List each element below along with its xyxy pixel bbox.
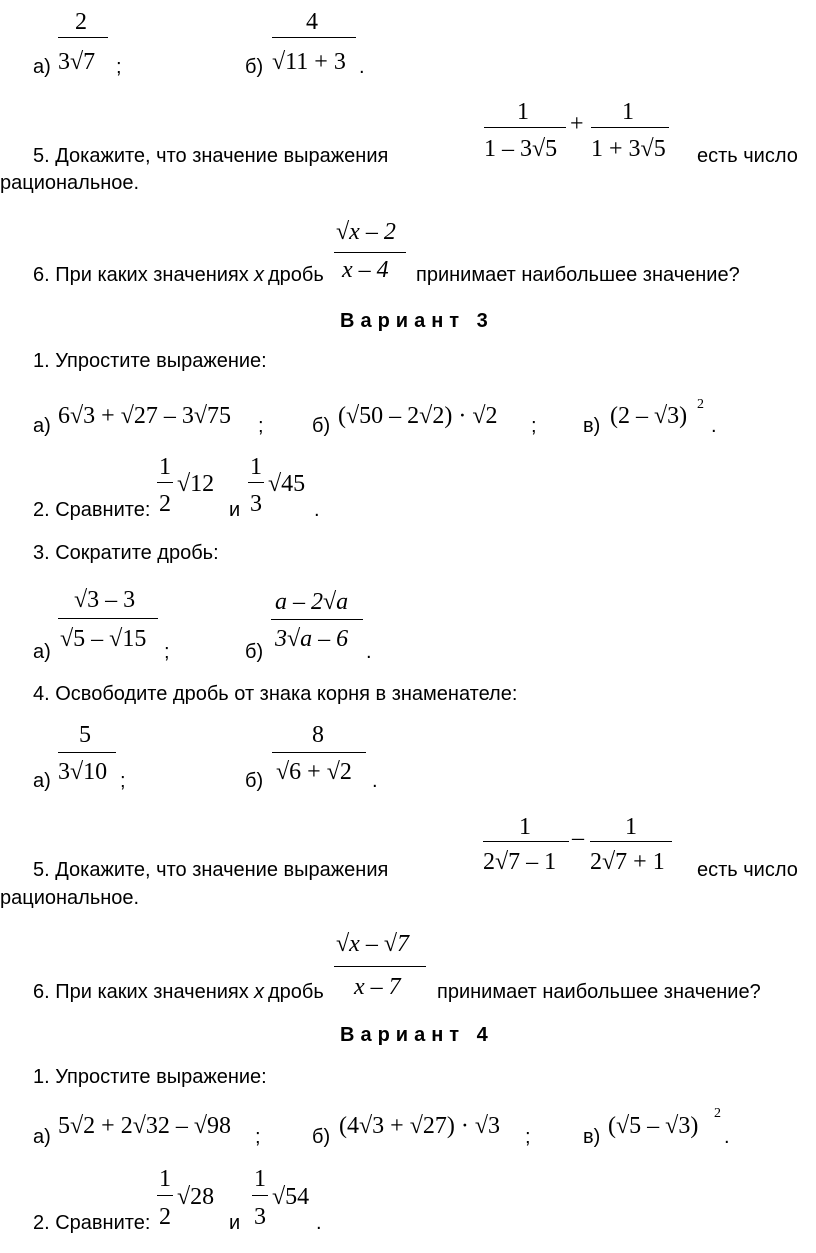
denominator: √5 – √15 bbox=[60, 626, 147, 652]
item-label: б) bbox=[312, 1126, 331, 1148]
question-text: есть число bbox=[697, 145, 798, 167]
fraction-bar bbox=[591, 127, 669, 128]
expression: (2 – √3) bbox=[610, 403, 688, 429]
denominator: 3√7 bbox=[58, 49, 96, 75]
question-text: дробь bbox=[268, 264, 324, 286]
numerator: 1 bbox=[254, 1166, 266, 1192]
expression: (√50 – 2√2) · √2 bbox=[338, 403, 498, 429]
variable-x: x bbox=[254, 981, 264, 1003]
punctuation: ; bbox=[164, 641, 170, 663]
item-label: а) bbox=[33, 770, 51, 792]
question-text: принимает наибольшее значение? bbox=[416, 264, 740, 286]
punctuation: . bbox=[724, 1126, 730, 1148]
expression: (4√3 + √27) · √3 bbox=[339, 1113, 501, 1139]
question-text: 5. Докажите, что значение выражения bbox=[33, 859, 389, 881]
numerator: 2 bbox=[75, 9, 87, 35]
denominator: √6 + √2 bbox=[276, 759, 352, 785]
fraction-bar bbox=[157, 482, 173, 483]
fraction-bar bbox=[58, 618, 158, 619]
variant-heading: Вариант 4 bbox=[340, 1024, 494, 1046]
fraction-bar bbox=[248, 482, 264, 483]
denominator: 2 bbox=[159, 491, 171, 517]
question-text: 4. Освободите дробь от знака корня в знаменателе: bbox=[33, 683, 518, 705]
denominator: 2 bbox=[159, 1204, 171, 1230]
numerator: 1 bbox=[517, 99, 529, 125]
fraction-bar bbox=[271, 619, 363, 620]
radical: √12 bbox=[177, 471, 215, 497]
expression: (√5 – √3) bbox=[608, 1113, 699, 1139]
denominator: √11 + 3 bbox=[272, 49, 346, 75]
question-text: 1. Упростите выражение: bbox=[33, 1066, 267, 1088]
punctuation: ; bbox=[255, 1126, 261, 1148]
conjunction: и bbox=[229, 499, 241, 521]
question-text: дробь bbox=[268, 981, 324, 1003]
question-text: рациональное. bbox=[0, 887, 140, 909]
punctuation: ; bbox=[116, 56, 122, 78]
radical: √54 bbox=[272, 1184, 310, 1210]
fraction-bar bbox=[252, 1195, 268, 1196]
denominator: 2√7 – 1 bbox=[483, 849, 557, 875]
item-label: а) bbox=[33, 1126, 51, 1148]
denominator: 1 – 3√5 bbox=[484, 136, 558, 162]
fraction-bar bbox=[334, 966, 426, 967]
punctuation: ; bbox=[525, 1126, 531, 1148]
numerator: 1 bbox=[622, 99, 634, 125]
item-label: а) bbox=[33, 641, 51, 663]
denominator: 1 + 3√5 bbox=[591, 136, 666, 162]
question-text: 5. Докажите, что значение выражения bbox=[33, 145, 389, 167]
fraction-bar bbox=[58, 752, 116, 753]
expression: 5√2 + 2√32 – √98 bbox=[58, 1113, 232, 1139]
numerator: 1 bbox=[250, 454, 262, 480]
question-text: принимает наибольшее значение? bbox=[437, 981, 761, 1003]
item-label: б) bbox=[312, 415, 331, 437]
punctuation: . bbox=[366, 641, 372, 663]
item-label: а) bbox=[33, 56, 51, 78]
denominator: 3 bbox=[254, 1204, 266, 1230]
expression: 6√3 + √27 – 3√75 bbox=[58, 403, 232, 429]
punctuation: . bbox=[314, 499, 320, 521]
item-label: в) bbox=[583, 1126, 601, 1148]
numerator: a – 2√a bbox=[275, 589, 349, 615]
numerator: 1 bbox=[625, 814, 637, 840]
punctuation: ; bbox=[258, 415, 264, 437]
question-text: есть число bbox=[697, 859, 798, 881]
denominator: 3√10 bbox=[58, 759, 108, 785]
operator: + bbox=[570, 111, 584, 137]
radical: √45 bbox=[268, 471, 306, 497]
question-text: 6. При каких значениях bbox=[33, 264, 249, 286]
numerator: √3 – 3 bbox=[74, 587, 136, 613]
question-text: 6. При каких значениях bbox=[33, 981, 249, 1003]
item-label: б) bbox=[245, 641, 264, 663]
numerator: 4 bbox=[306, 9, 318, 35]
question-text: рациональное. bbox=[0, 172, 140, 194]
numerator: 8 bbox=[312, 722, 324, 748]
fraction-bar bbox=[272, 752, 366, 753]
denominator: 3√a – 6 bbox=[275, 626, 349, 652]
fraction-bar bbox=[590, 841, 672, 842]
punctuation: . bbox=[711, 415, 717, 437]
fraction-bar bbox=[334, 252, 406, 253]
punctuation: . bbox=[359, 56, 365, 78]
exponent: 2 bbox=[697, 397, 704, 412]
fraction-bar bbox=[484, 127, 566, 128]
numerator: 5 bbox=[79, 722, 91, 748]
item-label: б) bbox=[245, 56, 264, 78]
numerator: 1 bbox=[159, 454, 171, 480]
exponent: 2 bbox=[714, 1106, 721, 1121]
fraction-bar bbox=[58, 37, 108, 38]
numerator: 1 bbox=[159, 1166, 171, 1192]
denominator: 3 bbox=[250, 491, 262, 517]
question-text: 1. Упростите выражение: bbox=[33, 350, 267, 372]
conjunction: и bbox=[229, 1212, 241, 1234]
item-label: б) bbox=[245, 770, 264, 792]
punctuation: . bbox=[316, 1212, 322, 1234]
question-text: 2. Сравните: bbox=[33, 499, 151, 521]
punctuation: ; bbox=[120, 770, 126, 792]
radical: √28 bbox=[177, 1184, 215, 1210]
fraction-bar bbox=[272, 37, 356, 38]
fraction-bar bbox=[157, 1195, 173, 1196]
item-label: в) bbox=[583, 415, 601, 437]
denominator: 2√7 + 1 bbox=[590, 849, 665, 875]
numerator: √x – 2 bbox=[336, 219, 396, 245]
fraction-bar bbox=[483, 841, 569, 842]
denominator: x – 7 bbox=[354, 974, 401, 1000]
question-text: 3. Сократите дробь: bbox=[33, 542, 219, 564]
operator: – bbox=[572, 825, 584, 851]
denominator: x – 4 bbox=[342, 257, 389, 283]
question-text: 2. Сравните: bbox=[33, 1212, 151, 1234]
item-label: а) bbox=[33, 415, 51, 437]
punctuation: . bbox=[372, 770, 378, 792]
punctuation: ; bbox=[531, 415, 537, 437]
variable-x: x bbox=[254, 264, 264, 286]
numerator: √x – √7 bbox=[336, 931, 409, 957]
numerator: 1 bbox=[519, 814, 531, 840]
variant-heading: Вариант 3 bbox=[340, 310, 494, 332]
